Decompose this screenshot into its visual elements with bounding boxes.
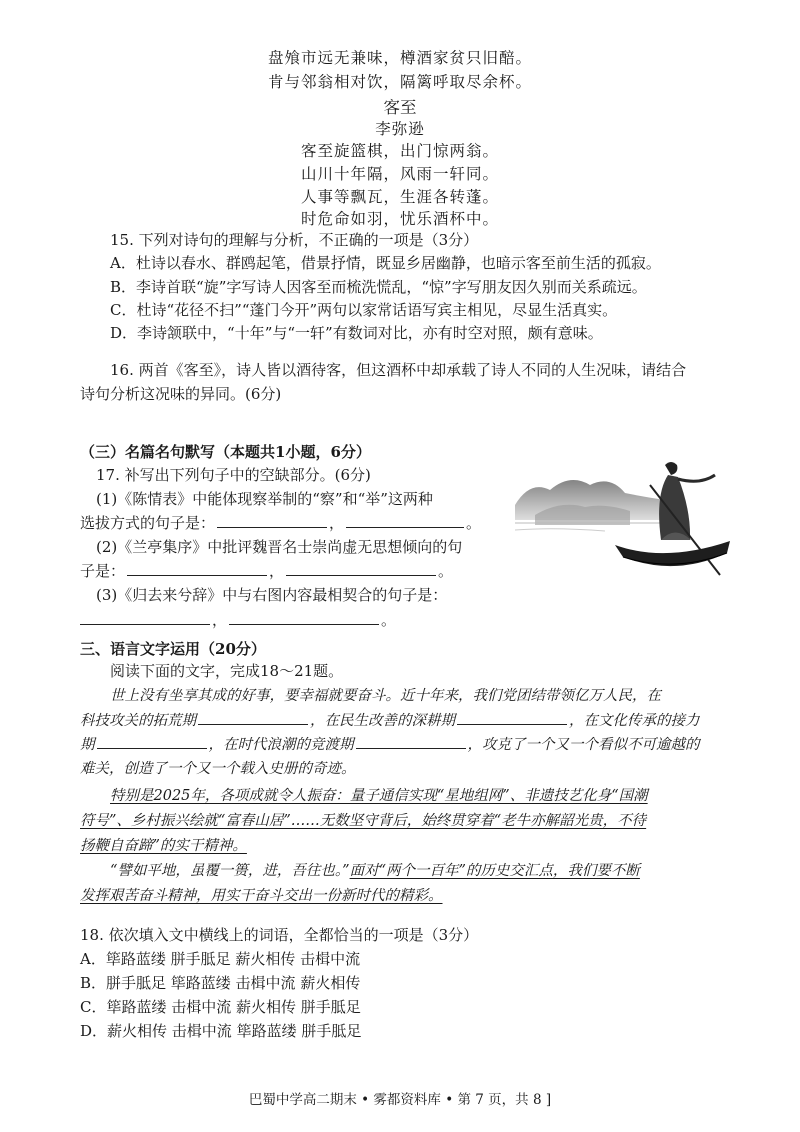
- passage-p1-line2: [80, 709, 700, 730]
- q18-option-d: D．薪火相传 击楫中流 筚路蓝缕 胼手胝足: [80, 1022, 362, 1040]
- ink-painting-boat-illustration: [515, 445, 735, 585]
- q15-option-b: B．李诗首联“旋”字写诗人因客至而梳洗慌乱，“惊”字写朋友因久别而关系疏远。: [110, 278, 647, 296]
- passage-underlined: 面对“两个一百年”的历史交汇点，我们要不断: [349, 863, 640, 879]
- poem2-line-1: 客至旋篮棋，出门惊两翁。: [300, 142, 499, 160]
- q17-item3-line2: [78, 609, 396, 630]
- passage-text: ，在时代浪潮的竞渡期: [208, 737, 354, 753]
- q17-item1-label: 选拔方式的句子是：: [80, 514, 216, 532]
- comma: ，: [269, 562, 285, 580]
- page-footer: 巴蜀中学高二期末 • 雾都资料库 • 第 7 页，共 8 ]: [248, 1092, 552, 1108]
- q17-item1-blank-2[interactable]: [346, 513, 464, 528]
- period: 。: [438, 562, 454, 580]
- poem2-author: 李弥逊: [375, 120, 425, 138]
- q17-item3-blank-2[interactable]: [229, 610, 379, 625]
- poem2-line-3: 人事等飘瓦，生涯各转蓬。: [300, 188, 499, 206]
- passage-text: ，在民生改善的深耕期: [310, 713, 455, 729]
- q17-item1-blank-1[interactable]: [217, 513, 327, 528]
- poem2-line-2: 山川十年隔，风雨一轩同。: [300, 165, 499, 183]
- q17-item2-line2: [80, 560, 453, 581]
- q17-item1-line2: [80, 512, 481, 533]
- passage-quote: “譬如平地，虽覆一篑，进，吾往也。”: [110, 863, 350, 879]
- q17-stem: 17. 补写出下列句子中的空缺部分。(6分): [96, 466, 371, 484]
- passage-p2-line1: 特别是2025年，各项成就令人振奋：量子通信实现“星地组网”、非遗技艺化身“国潮: [110, 788, 648, 804]
- passage-text: 期: [80, 737, 95, 753]
- blank-1[interactable]: [198, 710, 308, 725]
- blank-3[interactable]: [97, 734, 207, 749]
- blank-2[interactable]: [457, 710, 567, 725]
- comma: ，: [329, 514, 345, 532]
- passage-p2-line2: 符号”、乡村振兴绘就“富春山居”……无数坚守背后，始终贯穿着“老牛亦解韶光贵，不待: [80, 813, 647, 829]
- q17-item2-blank-1[interactable]: [127, 561, 267, 576]
- q15-option-a: A．杜诗以春水、群鸥起笔，借景抒情，既显乡居幽静，也暗示客至前生活的孤寂。: [110, 254, 661, 272]
- passage-p2-line3: 扬鞭自奋蹄”的实干精神。: [80, 838, 247, 854]
- poem1-line1: 盘飧市远无兼味，樽酒家贫只旧醅。: [267, 49, 532, 67]
- q17-item3-line1: (3)《归去来兮辞》中与右图内容最相契合的句子是：: [96, 586, 448, 604]
- passage-text: ，在文化传承的接力: [569, 713, 700, 729]
- part3-instruction: 阅读下面的文字，完成18～21题。: [110, 662, 344, 680]
- passage-p3-line2: 发挥艰苦奋斗精神，用实干奋斗交出一份新时代的精彩。: [80, 888, 443, 904]
- q18-option-b: B．胼手胝足 筚路蓝缕 击楫中流 薪火相传: [80, 974, 361, 992]
- passage-p1-line4: 难关，创造了一个又一个载入史册的奇迹。: [80, 761, 356, 777]
- poem2-title: 客至: [383, 98, 417, 117]
- period: 。: [466, 514, 482, 532]
- q15-option-c: C．杜诗“花径不扫”“蓬门今开”两句以家常话语写宾主相见，尽显生活真实。: [110, 301, 618, 319]
- q15-stem: 15. 下列对诗句的理解与分析，不正确的一项是（3分）: [110, 231, 479, 249]
- q17-item3-blank-1[interactable]: [80, 610, 210, 625]
- passage-p1-line1: 世上没有坐享其成的好事，要幸福就要奋斗。近十年来，我们党团结带领亿万人民，在: [110, 688, 661, 704]
- section3-heading: （三）名篇名句默写（本题共1小题，6分）: [80, 443, 371, 461]
- q18-option-c: C．筚路蓝缕 击楫中流 薪火相传 胼手胝足: [80, 998, 361, 1016]
- passage-text: 科技攻关的拓荒期: [80, 713, 196, 729]
- q17-item2-line1: (2)《兰亭集序》中批评魏晋名士崇尚虚无思想倾向的句: [96, 538, 463, 556]
- period: 。: [381, 611, 397, 629]
- q17-item1-line1: (1)《陈情表》中能体现察举制的“察”和“举”这两种: [96, 490, 433, 508]
- passage-text: ，攻克了一个又一个看似不可逾越的: [467, 737, 700, 753]
- passage-p3-line1: [110, 859, 640, 880]
- q18-stem: 18. 依次填入文中横线上的词语，全都恰当的一项是（3分）: [80, 926, 479, 944]
- q15-option-d: D．李诗颔联中，“十年”与“一轩”有数词对比，亦有时空对照，颇有意味。: [110, 324, 603, 342]
- q18-option-a: A．筚路蓝缕 胼手胝足 薪火相传 击楫中流: [80, 950, 361, 968]
- q17-item2-blank-2[interactable]: [286, 561, 436, 576]
- blank-4[interactable]: [356, 734, 466, 749]
- q16-line1: 16. 两首《客至》，诗人皆以酒待客，但这酒杯中却承载了诗人不同的人生况味，请结合: [110, 361, 687, 379]
- part3-heading: 三、语言文字运用（20分）: [80, 640, 266, 658]
- poem2-line-4: 时危命如羽，忧乐酒杯中。: [300, 210, 499, 228]
- q16-line2: 诗句分析这况味的异同。(6分): [80, 385, 282, 403]
- comma: ，: [212, 611, 228, 629]
- passage-p1-line3: [80, 733, 700, 754]
- q17-item2-label: 子是：: [80, 562, 126, 580]
- poem1-line2: 肯与邻翁相对饮，隔篱呼取尽余杯。: [267, 73, 532, 91]
